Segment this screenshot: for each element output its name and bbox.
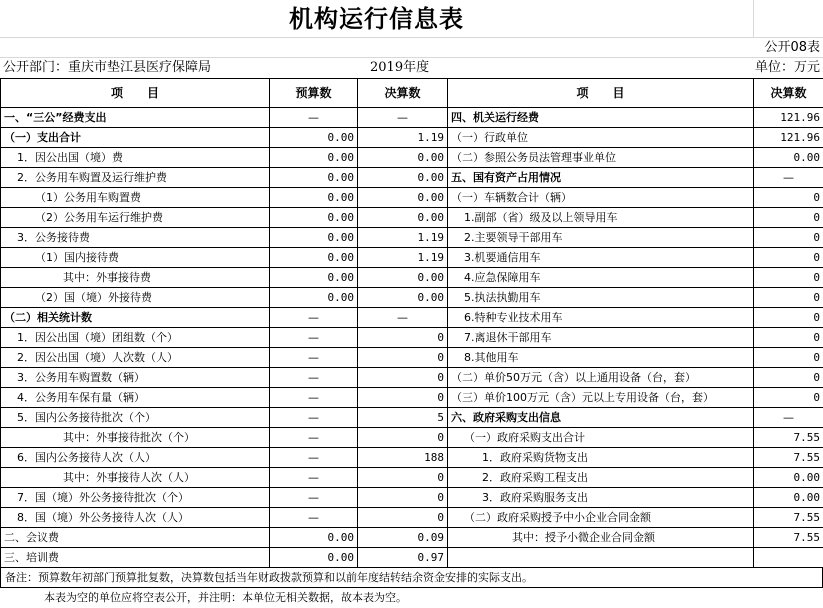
right-final-value: 0	[754, 228, 823, 248]
right-final-value: 7.55	[754, 508, 823, 528]
budget-value: 0.00	[270, 228, 358, 248]
final-value: 1.19	[358, 128, 448, 148]
final-value: 0.00	[358, 208, 448, 228]
form-code-row	[0, 38, 823, 58]
budget-value: —	[270, 448, 358, 468]
right-final-value: —	[754, 168, 823, 188]
final-value: 0	[358, 428, 448, 448]
right-item-label: 4.应急保障用车	[448, 268, 754, 288]
table-row	[1, 128, 823, 148]
budget-value: —	[270, 348, 358, 368]
table-row	[1, 328, 823, 348]
remark-note: 备注：预算数年初部门预算批复数，决算数包括当年财政拨款预算和以前年度结转结余资金安排的实际支出。	[0, 568, 823, 588]
left-item-label: 2．因公出国（境）人次数（人）	[1, 348, 270, 368]
right-item-label: （一）政府采购支出合计	[448, 428, 754, 448]
header-item-right: 项 目	[448, 79, 754, 108]
right-final-value: 0	[754, 368, 823, 388]
left-item-label: 7．国（境）外公务接待批次（个）	[1, 488, 270, 508]
right-item-label: 6.特种专业技术用车	[448, 308, 754, 328]
table-row	[1, 188, 823, 208]
budget-value: 0.00	[270, 288, 358, 308]
left-item-label: 8．国（境）外公务接待人次（人）	[1, 508, 270, 528]
left-item-label: 三、培训费	[1, 548, 270, 568]
right-item-label: （二）单价50万元（含）以上通用设备（台，套）	[448, 368, 754, 388]
unit-label: 单位：万元	[754, 60, 820, 75]
left-item-label: 其中：外事接待批次（个）	[1, 428, 270, 448]
left-item-label: （1）公务用车购置费	[1, 188, 270, 208]
budget-value: —	[270, 408, 358, 428]
budget-value: 0.00	[270, 268, 358, 288]
right-item-label: 8.其他用车	[448, 348, 754, 368]
table-row	[1, 488, 823, 508]
budget-value: 0.00	[270, 168, 358, 188]
left-item-label: 2．公务用车购置及运行维护费	[1, 168, 270, 188]
final-value: 0.00	[358, 268, 448, 288]
left-item-label: （2）国（境）外接待费	[1, 288, 270, 308]
budget-value: —	[270, 488, 358, 508]
right-final-value: 0	[754, 268, 823, 288]
table-row	[1, 508, 823, 528]
left-item-label: 3．公务用车购置数（辆）	[1, 368, 270, 388]
left-item-label: （2）公务用车运行维护费	[1, 208, 270, 228]
empty-table-note: 本表为空的单位应将空表公开，并注明：本单位无相关数据，故本表为空。	[44, 591, 407, 604]
left-item-label: 5．国内公务接待批次（个）	[1, 408, 270, 428]
header-budget: 预算数	[270, 79, 358, 108]
final-value: 0	[358, 388, 448, 408]
right-final-value: 7.55	[754, 448, 823, 468]
table-row	[1, 168, 823, 188]
right-item-label: 7.离退休干部用车	[448, 328, 754, 348]
right-item-label: 1．政府采购货物支出	[448, 448, 754, 468]
right-item-label: 2.主要领导干部用车	[448, 228, 754, 248]
table-row	[1, 428, 823, 448]
right-item-label: 1.副部（省）级及以上领导用车	[448, 208, 754, 228]
header-item: 项 目	[1, 79, 270, 108]
right-final-value: 0	[754, 288, 823, 308]
left-item-label: 6．国内公务接待人次（人）	[1, 448, 270, 468]
final-value: 0.00	[358, 168, 448, 188]
department-label: 公开部门：重庆市垫江县医疗保障局	[3, 60, 212, 75]
table-row	[1, 268, 823, 288]
table-row	[1, 408, 823, 428]
right-final-value: 121.96	[754, 128, 823, 148]
left-item-label: （二）相关统计数	[1, 308, 270, 328]
final-value: 0.00	[358, 188, 448, 208]
final-value: 0.09	[358, 528, 448, 548]
budget-value: —	[270, 368, 358, 388]
budget-value: —	[270, 388, 358, 408]
right-final-value: 0	[754, 308, 823, 328]
final-value: 0	[358, 468, 448, 488]
budget-value: 0.00	[270, 148, 358, 168]
table-row	[1, 228, 823, 248]
budget-value: —	[270, 428, 358, 448]
table-row	[1, 308, 823, 328]
fiscal-year: 2019年度	[370, 60, 430, 75]
left-item-label: 其中：外事接待费	[1, 268, 270, 288]
budget-value: —	[270, 328, 358, 348]
left-item-label: 二、会议费	[1, 528, 270, 548]
right-final-value: 121.96	[754, 108, 823, 128]
left-item-label: 3．公务接待费	[1, 228, 270, 248]
table-row	[1, 348, 823, 368]
left-item-label: （1）国内接待费	[1, 248, 270, 268]
final-value: 1.19	[358, 228, 448, 248]
left-item-label: 1．因公出国（境）费	[1, 148, 270, 168]
final-value: 5	[358, 408, 448, 428]
header-row	[1, 79, 823, 108]
table-row	[1, 208, 823, 228]
final-value: 0	[358, 368, 448, 388]
right-item-label: 四、机关运行经费	[448, 108, 754, 128]
budget-value: —	[270, 108, 358, 128]
budget-value: —	[270, 508, 358, 528]
right-final-value: 7.55	[754, 428, 823, 448]
right-final-value: 0	[754, 388, 823, 408]
budget-value: —	[270, 308, 358, 328]
budget-value: —	[270, 468, 358, 488]
final-value: 0.00	[358, 148, 448, 168]
right-final-value: 0	[754, 248, 823, 268]
right-final-value: 0	[754, 208, 823, 228]
info-row	[0, 58, 823, 78]
left-item-label: 1．因公出国（境）团组数（个）	[1, 328, 270, 348]
budget-value: 0.00	[270, 248, 358, 268]
final-value: 1.19	[358, 248, 448, 268]
final-value: —	[358, 308, 448, 328]
right-item-label: 六、政府采购支出信息	[448, 408, 754, 428]
right-final-value	[754, 548, 823, 568]
right-item-label	[448, 548, 754, 568]
left-item-label: （一）支出合计	[1, 128, 270, 148]
right-item-label: 其中：授予小微企业合同金额	[448, 528, 754, 548]
right-item-label: 3．政府采购服务支出	[448, 488, 754, 508]
right-item-label: （一）车辆数合计（辆）	[448, 188, 754, 208]
table-row	[1, 148, 823, 168]
final-value: 0.97	[358, 548, 448, 568]
final-value: 0	[358, 508, 448, 528]
table-row	[1, 468, 823, 488]
table-row	[1, 528, 823, 548]
right-item-label: 五、国有资产占用情况	[448, 168, 754, 188]
right-final-value: 0.00	[754, 488, 823, 508]
header-final-right: 决算数	[754, 79, 823, 108]
title-row	[0, 0, 823, 38]
right-item-label: 3.机要通信用车	[448, 248, 754, 268]
final-value: —	[358, 108, 448, 128]
table-row	[1, 448, 823, 468]
header-final: 决算数	[358, 79, 448, 108]
right-item-label: （一）行政单位	[448, 128, 754, 148]
right-item-label: 5.执法执勤用车	[448, 288, 754, 308]
page-title: 机构运行信息表	[289, 5, 464, 33]
final-value: 188	[358, 448, 448, 468]
table-row	[1, 288, 823, 308]
left-item-label: 其中：外事接待人次（人）	[1, 468, 270, 488]
right-final-value: —	[754, 408, 823, 428]
budget-value: 0.00	[270, 528, 358, 548]
right-final-value: 0	[754, 328, 823, 348]
form-code: 公开08表	[764, 40, 820, 55]
final-value: 0	[358, 348, 448, 368]
right-final-value: 0.00	[754, 468, 823, 488]
table-row	[1, 248, 823, 268]
table-row	[1, 368, 823, 388]
right-final-value: 7.55	[754, 528, 823, 548]
left-item-label: 一、“三公”经费支出	[1, 108, 270, 128]
final-value: 0	[358, 488, 448, 508]
right-item-label: （二）参照公务员法管理事业单位	[448, 148, 754, 168]
right-item-label: （二）政府采购授予中小企业合同金额	[448, 508, 754, 528]
budget-value: 0.00	[270, 128, 358, 148]
left-item-label: 4．公务用车保有量（辆）	[1, 388, 270, 408]
table-row	[1, 388, 823, 408]
right-item-label: （三）单价100万元（含）元以上专用设备（台，套）	[448, 388, 754, 408]
final-value: 0.00	[358, 288, 448, 308]
table-row	[1, 548, 823, 568]
right-item-label: 2．政府采购工程支出	[448, 468, 754, 488]
table-row	[1, 108, 823, 128]
budget-value: 0.00	[270, 208, 358, 228]
grid-divider	[753, 0, 754, 37]
right-final-value: 0	[754, 188, 823, 208]
right-final-value: 0	[754, 348, 823, 368]
budget-value: 0.00	[270, 548, 358, 568]
right-final-value: 0.00	[754, 148, 823, 168]
final-value: 0	[358, 328, 448, 348]
operation-info-table	[0, 78, 823, 568]
budget-value: 0.00	[270, 188, 358, 208]
